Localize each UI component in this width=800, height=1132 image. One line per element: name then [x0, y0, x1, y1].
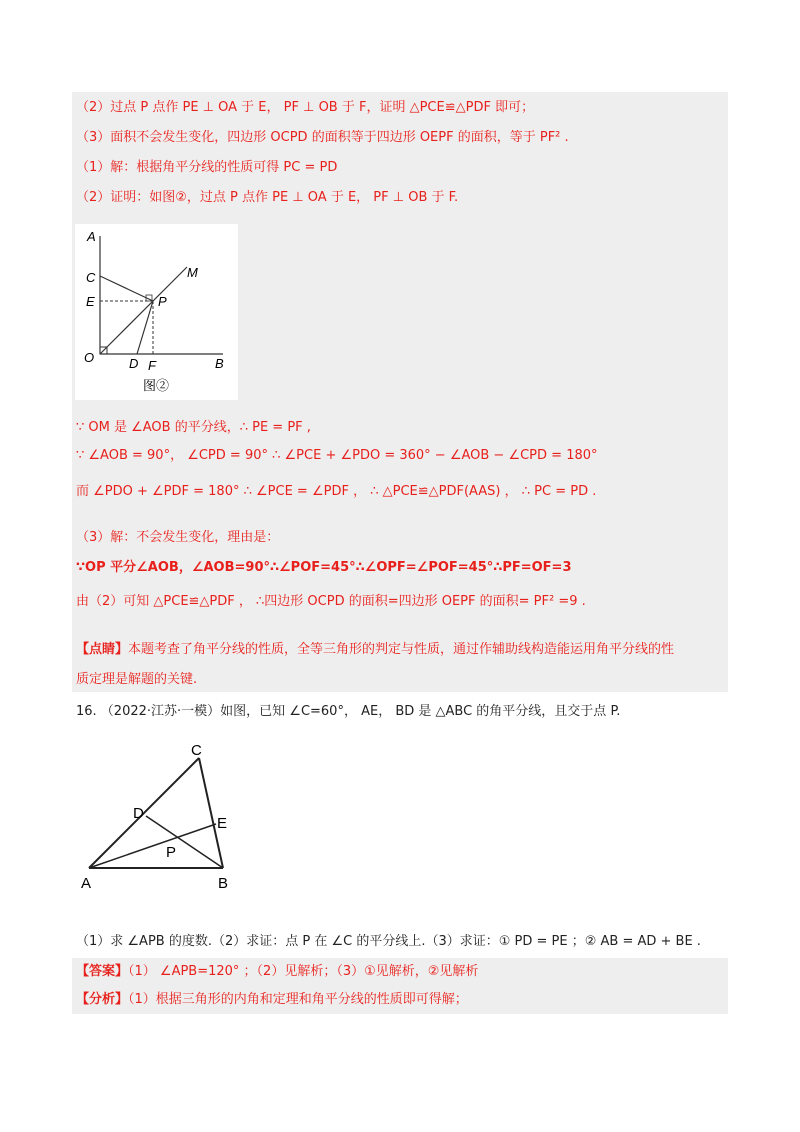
comment-line-1 — [76, 640, 674, 660]
label-f: F — [148, 358, 156, 373]
figure-2-caption: 图② — [143, 378, 170, 393]
side-cb — [199, 758, 223, 868]
label-a: A — [81, 875, 92, 892]
bisector-ae — [89, 824, 216, 868]
side-ac — [89, 758, 199, 868]
part3-intro: （3）解：不会发生变化，理由是： — [76, 530, 280, 545]
analysis-text: （1）根据三角形的内角和定理和角平分线的性质即可得解； — [128, 992, 468, 1007]
figure-16 — [75, 742, 250, 912]
label-m: M — [187, 265, 198, 280]
label-a: A — [87, 229, 96, 244]
label-d: D — [129, 356, 139, 371]
label-p: P — [166, 844, 177, 861]
analysis-tag: 【分析】 — [76, 992, 129, 1007]
problem-16-questions: （1）求 ∠APB 的度数.（2）求证：点 P 在 ∠C 的平分线上.（3）求证：① PD = PE ；② AB = AD + BE . — [76, 934, 701, 949]
step2-hint: （2）过点 P 点作 PE ⊥ OA 于 E， PF ⊥ OB 于 F，证明 △PCE≌△PDF 即可； — [76, 100, 535, 115]
answer-text: （1） ∠APB=120° ；（2）见解析；（3）①见解析，②见解析 — [128, 964, 479, 979]
answer-part1: （1）解：根据角平分线的性质可得 PC = PD — [76, 160, 338, 175]
proof-line-1: ∵ OM 是 ∠AOB 的平分线，∴ PE = PF , — [76, 420, 311, 435]
answer-line — [76, 962, 478, 982]
part3-conclusion: 由（2）可知 △PCE≌△PDF ， ∴四边形 OCPD 的面积=四边形 OEPF 的面积= PF² =9 . — [76, 594, 586, 609]
label-c: C — [191, 742, 202, 759]
comment-text-1: 本题考查了角平分线的性质，全等三角形的判定与性质，通过作辅助线构造能运用角平分线的性 — [128, 642, 675, 657]
proof-line-2: ∵ ∠AOB = 90°， ∠CPD = 90° ∴ ∠PCE + ∠PDO = 360° − ∠AOB − ∠CPD = 180° — [76, 448, 598, 463]
figure-2 — [75, 224, 238, 400]
label-b: B — [215, 356, 224, 371]
label-d: D — [133, 805, 144, 822]
label-e: E — [86, 294, 95, 309]
proof-line-3: 而 ∠PDO + ∠PDF = 180° ∴ ∠PCE = ∠PDF ， ∴ △PCE≌△PDF(AAS) ， ∴ PC = PD . — [76, 484, 597, 499]
analysis-line — [76, 990, 468, 1010]
part3-reason: ∵OP 平分∠AOB，∠AOB=90°∴∠POF=45°∴∠OPF=∠POF=45°∴PF=OF=3 — [76, 560, 572, 575]
answer-tag: 【答案】 — [76, 964, 129, 979]
problem-16-statement: 16. （2022·江苏·一模）如图，已知 ∠C=60°， AE， BD 是 △ABC 的角平分线，且交于点 P. — [76, 704, 621, 719]
step3-hint: （3）面积不会发生变化，四边形 OCPD 的面积等于四边形 OEPF 的面积，等于 PF² . — [76, 130, 569, 145]
label-p: P — [158, 294, 167, 309]
label-o: O — [84, 350, 95, 365]
label-c: C — [86, 270, 96, 285]
comment-line-2: 质定理是解题的关键. — [76, 672, 198, 687]
label-b: B — [218, 875, 229, 892]
label-e: E — [217, 815, 228, 832]
answer-part2-intro: （2）证明：如图②，过点 P 点作 PE ⊥ OA 于 E， PF ⊥ OB 于 F. — [76, 190, 459, 205]
bisector-bd — [146, 816, 223, 868]
comment-tag: 【点睛】 — [76, 642, 129, 657]
